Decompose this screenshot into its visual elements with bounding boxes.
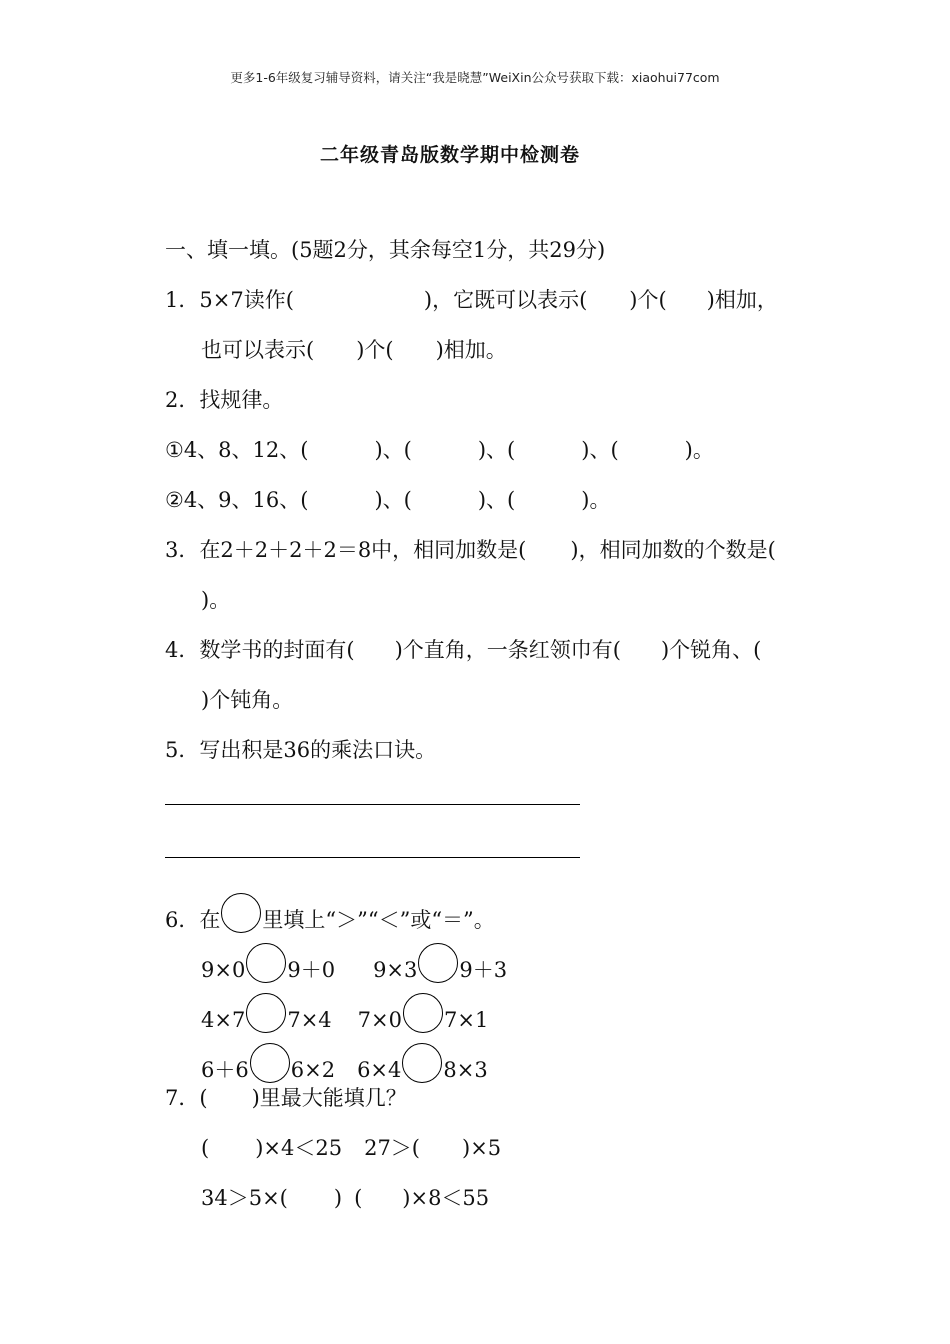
question-4-line-2: )个钝角。 <box>201 688 294 712</box>
question-5: 5．写出积是36的乘法口诀。 <box>165 738 437 762</box>
question-2: 2．找规律。 <box>165 388 284 412</box>
question-6-row-3: 6＋6 6×2 6×4 8×3 <box>201 1043 488 1084</box>
question-6-row-2: 4×7 7×4 7×0 7×1 <box>201 993 488 1034</box>
comparison-circle[interactable] <box>246 943 286 983</box>
question-7-row-2: 34＞5×( ) ( )×8＜55 <box>201 1186 490 1210</box>
question-2-row-2: ②4、9、16、( )、( )、( )。 <box>165 488 611 512</box>
comparison-circle-icon <box>221 893 261 933</box>
question-6: 6．在 里填上“＞”“＜”或“＝”。 <box>165 893 495 934</box>
question-6-row-1: 9×0 9＋0 9×3 9＋3 <box>201 943 507 984</box>
question-3-line-1: 3．在2＋2＋2＋2＝8中，相同加数是( )，相同加数的个数是( <box>165 538 776 562</box>
question-1-line-2: 也可以表示( )个( )相加。 <box>201 338 507 362</box>
question-number: 3． <box>165 538 200 562</box>
page-header-note: 更多1-6年级复习辅导资料，请关注“我是晓慧”WeiXin公众号获取下载：xiaohui77com <box>230 70 720 85</box>
question-1-line-1: 1．5×7读作( )，它既可以表示( )个( )相加， <box>165 288 778 312</box>
question-number: 7． <box>165 1086 200 1110</box>
answer-line[interactable] <box>165 804 580 805</box>
question-number: 5． <box>165 738 200 762</box>
answer-line[interactable] <box>165 857 580 858</box>
comparison-circle[interactable] <box>402 1043 442 1083</box>
question-4-line-1: 4．数学书的封面有( )个直角，一条红领巾有( )个锐角、( <box>165 638 762 662</box>
page-title: 二年级青岛版数学期中检测卷 <box>319 144 580 166</box>
question-7: 7．( )里最大能填几？ <box>165 1086 407 1110</box>
section-heading: 一、填一填。(5题2分，其余每空1分，共29分) <box>165 238 606 262</box>
question-number: 1． <box>165 288 200 312</box>
question-number: 4． <box>165 638 200 662</box>
question-7-row-1: ( )×4＜25 27＞( )×5 <box>201 1136 502 1160</box>
question-number: 6． <box>165 908 200 932</box>
comparison-circle[interactable] <box>246 993 286 1033</box>
comparison-circle[interactable] <box>403 993 443 1033</box>
comparison-circle[interactable] <box>418 943 458 983</box>
question-3-line-2: )。 <box>201 588 231 612</box>
question-number: 2． <box>165 388 200 412</box>
question-2-row-1: ①4、8、12、( )、( )、( )、( )。 <box>165 438 714 462</box>
comparison-circle[interactable] <box>250 1043 290 1083</box>
